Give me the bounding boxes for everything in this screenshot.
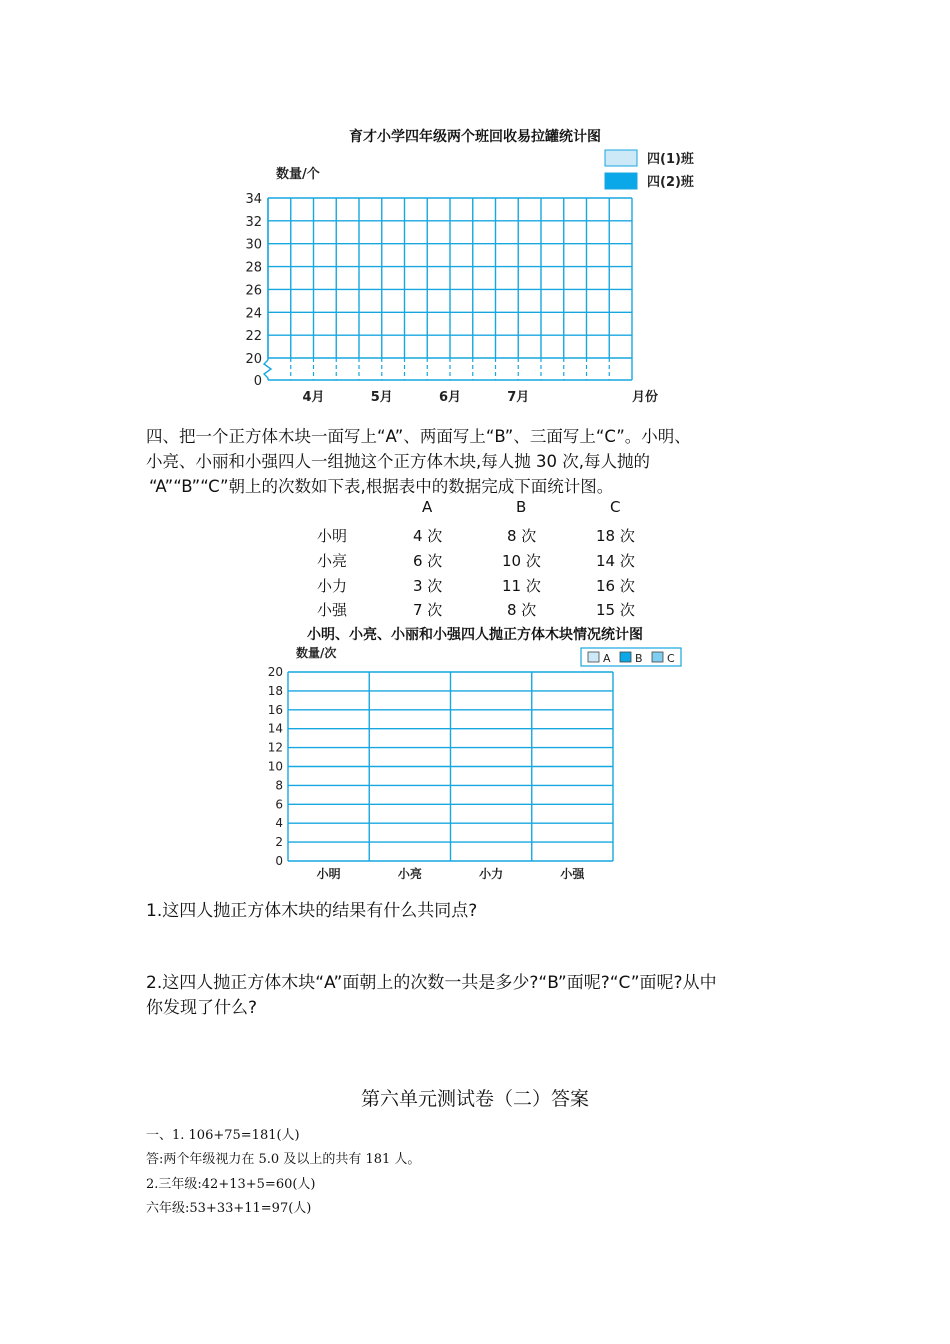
x-tick-label: 4月 [302,390,325,405]
legend-label: B [635,652,643,665]
y-axis-label: 数量/次 [296,646,337,660]
section4-line3: “A”“B”“C”朝上的次数如下表,根据表中的数据完成下面统计图。 [149,477,614,496]
legend-swatch [620,652,631,662]
y-tick-label: 4 [275,816,283,831]
chart2-title: 小明、小亮、小丽和小强四人抛正方体木块情况统计图 [307,627,643,643]
y-tick-label: 20 [267,665,283,679]
y-tick-label: 30 [245,237,262,253]
table-cell-b: 8 次 [507,527,537,545]
table-row-name: 小明 [317,527,348,545]
table-cell-a: 6 次 [413,552,443,570]
legend-label: C [667,652,675,665]
table-row-name: 小力 [317,577,348,595]
table-cell-b: 11 次 [502,577,541,595]
legend-swatch [652,652,663,662]
y-tick-label: 14 [267,721,283,736]
x-axis-label: 月份 [631,390,659,405]
legend-label: A [603,652,611,665]
y-tick-label: 6 [275,797,283,812]
x-tick-label: 7月 [507,390,530,405]
table-cell-a: 7 次 [413,601,443,619]
legend-label: 四(1)班 [647,152,694,167]
answer-line-4: 六年级:53+33+11=97(人) [146,1201,312,1216]
y-tick-label: 20 [245,352,262,367]
x-tick-label: 小明 [316,867,341,881]
legend-swatch-class1 [605,150,637,166]
answer-line-3: 2.三年级:42+13+5=60(人) [146,1177,316,1192]
y-tick-label: 32 [245,214,262,230]
y-tick-label: 24 [245,306,262,322]
y-axis-label: 数量/个 [276,167,320,182]
table-header-c: C [610,498,621,516]
table-cell-c: 16 次 [596,577,635,595]
chart1-grid [230,140,730,410]
answers-title: 第六单元测试卷（二）答案 [360,1088,589,1110]
question-1: 1.这四人抛正方体木块的结果有什么共同点? [146,901,478,921]
y-tick-label: 34 [245,192,262,207]
y-tick-label: 26 [245,283,262,299]
x-tick-label: 小亮 [397,867,422,881]
y-tick-label: 18 [267,683,283,698]
table-cell-b: 8 次 [507,601,537,619]
x-tick-label: 6月 [438,390,462,405]
table-row-name: 小亮 [317,552,348,570]
legend-swatch [588,652,599,662]
y-tick-label: 28 [245,260,262,276]
table-cell-a: 4 次 [413,527,443,545]
axis-break-icon [264,360,271,380]
answer-line-2: 答:两个年级视力在 5.0 及以上的共有 181 人。 [146,1152,421,1167]
y-tick-label: 12 [267,740,283,755]
table-cell-b: 10 次 [502,552,541,570]
y-tick-label: 2 [275,835,283,850]
section4-line1: 四、把一个正方体木块一面写上“A”、两面写上“B”、三面写上“C”。小明、 [146,427,691,446]
y-tick-label: 10 [267,759,283,774]
section4-line2: 小亮、小丽和小强四人一组抛这个正方体木块,每人抛 30 次,每人抛的 [146,452,650,471]
table-cell-c: 18 次 [596,527,635,545]
y-tick-label: 22 [245,329,262,345]
legend-swatch-class2 [605,173,637,189]
question-2-line1: 2.这四人抛正方体木块“A”面朝上的次数一共是多少?“B”面呢?“C”面呢?从中 [146,973,717,993]
y-tick-label: 0 [253,374,262,389]
table-header-a: A [422,498,433,516]
table-cell-c: 15 次 [596,601,635,619]
x-tick-label: 小力 [479,867,504,881]
y-tick-label: 16 [267,702,283,717]
x-tick-label: 小强 [560,867,585,881]
x-tick-label: 5月 [370,390,393,405]
answer-line-1: 一、1. 106+75=181(人) [146,1128,300,1143]
chart2-grid [250,640,700,885]
question-2-line2: 你发现了什么? [146,998,258,1018]
legend-label: 四(2)班 [647,175,694,190]
table-cell-c: 14 次 [596,552,635,570]
y-tick-label: 0 [275,854,283,868]
table-header-b: B [516,498,527,516]
table-row-name: 小强 [317,601,348,619]
y-tick-label: 8 [275,778,283,793]
chart1-title: 育才小学四年级两个班回收易拉罐统计图 [349,129,601,145]
table-cell-a: 3 次 [413,577,443,595]
